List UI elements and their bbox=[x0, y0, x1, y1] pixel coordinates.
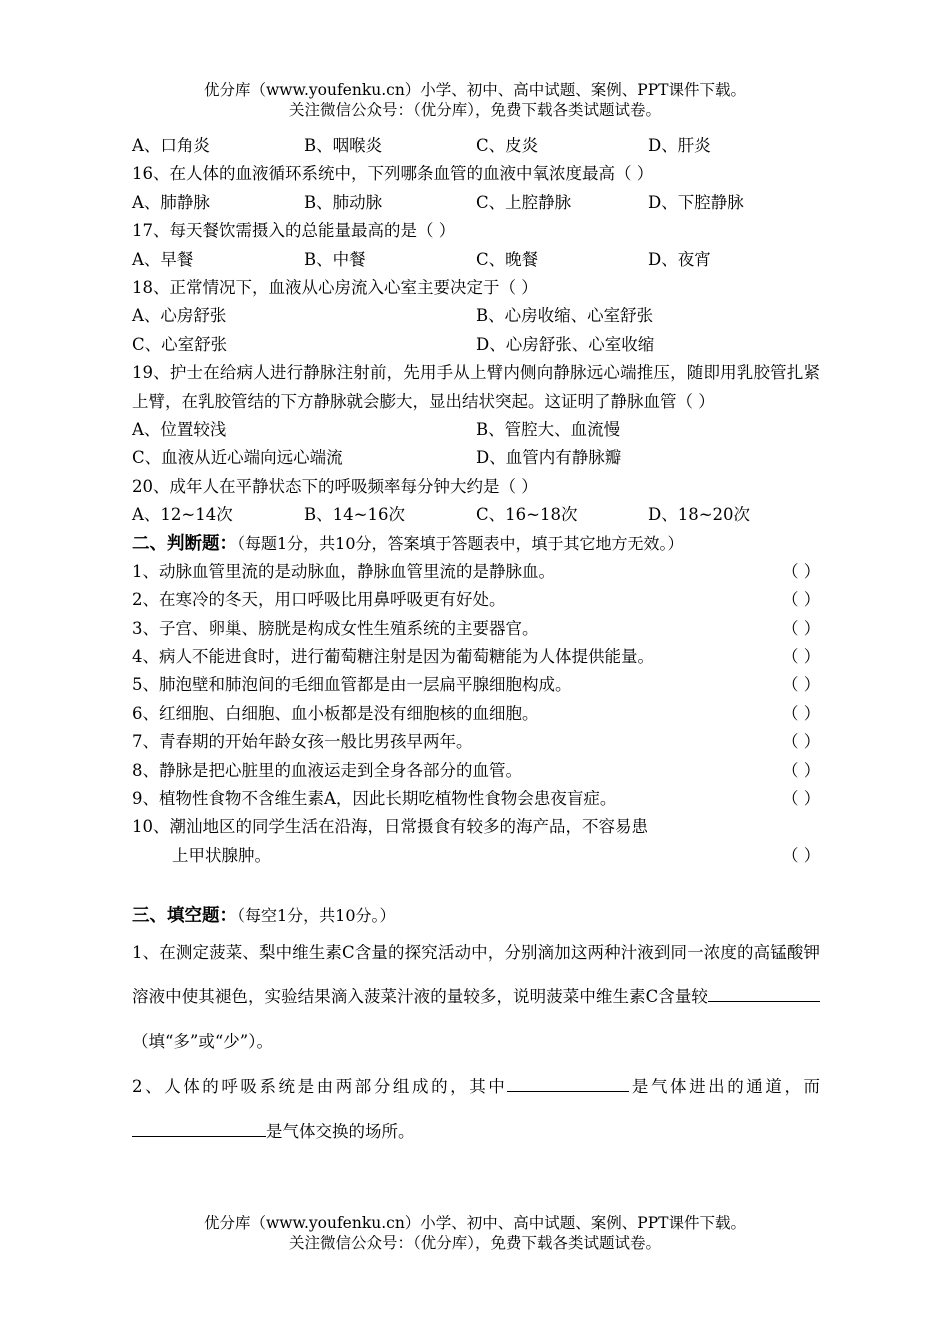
judge-item-3 bbox=[132, 615, 820, 643]
judge-text: 9、植物性食物不含维生素A，因此长期吃植物性食物会患夜盲症。 bbox=[132, 789, 617, 809]
fill-blank-1[interactable] bbox=[708, 983, 820, 1002]
section-2-note: （每题1分，共10分，答案填于答题表中，填于其它地方无效。） bbox=[237, 533, 684, 553]
judge-text: 1、动脉血管里流的是动脉血，静脉血管里流的是静脉血。 bbox=[132, 561, 555, 581]
fill-blank-3[interactable] bbox=[132, 1118, 266, 1137]
judge-text: 5、肺泡壁和肺泡间的毛细血管都是由一层扁平腺细胞构成。 bbox=[132, 675, 572, 695]
q19-options-row1 bbox=[132, 416, 820, 444]
option-c: C、上腔静脉 bbox=[476, 192, 572, 212]
answer-paren: （ ） bbox=[782, 647, 821, 667]
option-c: C、晚餐 bbox=[476, 249, 539, 269]
answer-paren: （ ） bbox=[782, 845, 821, 865]
answer-paren: （ ） bbox=[782, 618, 821, 638]
judge-item-7 bbox=[132, 728, 820, 756]
judge-item-6 bbox=[132, 700, 820, 728]
exam-content bbox=[132, 132, 820, 1155]
q19-options-row2 bbox=[132, 444, 820, 472]
judge-item-10-line2 bbox=[132, 842, 820, 870]
answer-paren: （ ） bbox=[782, 561, 821, 581]
judge-item-10-line1: 10、潮汕地区的同学生活在沿海，日常摄食有较多的海产品，不容易患 bbox=[132, 817, 648, 837]
section-3-heading bbox=[132, 902, 820, 930]
fill-q1-text: 1、在测定菠菜、梨中维生素C含量的探究活动中，分别滴加这两种汁液到同一浓度的高锰酸钾溶液中使其褪色，实验结果滴入菠菜汁液的量较多，说明菠菜中维生素C含量较 bbox=[132, 942, 820, 1007]
header-line-1: 优分库（www.youfenku.cn）小学、初中、高中试题、案例、PPT课件下载。 bbox=[203, 81, 747, 99]
q15-options bbox=[132, 132, 820, 160]
q19-stem: 19、护士在给病人进行静脉注射前，先用手从上臂内侧向静脉远心端推压，随即用乳胶管扎紧上臂，在乳胶管结的下方静脉就会膨大，显出结状突起。这证明了静脉血管（ ） bbox=[132, 363, 820, 411]
fill-q2-middle: 是气体进出的通道，而 bbox=[629, 1076, 821, 1096]
option-b: B、肺动脉 bbox=[304, 192, 383, 212]
option-b: B、心房收缩、心室舒张 bbox=[476, 306, 654, 326]
footer-line-2: 关注微信公众号：（优分库），免费下载各类试题试卷。 bbox=[288, 1234, 661, 1252]
fill-question-2 bbox=[132, 1065, 820, 1155]
fill-q1-tail: （填“多”或“少”）。 bbox=[132, 1032, 273, 1052]
option-c: C、心室舒张 bbox=[132, 334, 228, 354]
option-d: D、夜宵 bbox=[648, 249, 711, 269]
option-b: B、咽喉炎 bbox=[304, 136, 383, 155]
fill-question-1 bbox=[132, 931, 820, 1065]
judge-text: 4、病人不能进食时，进行葡萄糖注射是因为葡萄糖能为人体提供能量。 bbox=[132, 647, 654, 667]
judge-text: 上甲状腺肿。 bbox=[172, 845, 271, 865]
option-d: D、心房舒张、心室收缩 bbox=[476, 334, 655, 354]
judge-item-5 bbox=[132, 671, 820, 699]
option-a: A、口角炎 bbox=[132, 136, 210, 155]
judge-text: 3、子宫、卵巢、膀胱是构成女性生殖系统的主要器官。 bbox=[132, 618, 539, 638]
section-2-title: 二、判断题： bbox=[132, 533, 237, 554]
answer-paren: （ ） bbox=[782, 703, 821, 723]
answer-paren: （ ） bbox=[782, 789, 821, 809]
option-b: B、中餐 bbox=[304, 249, 366, 269]
fill-blank-2[interactable] bbox=[507, 1073, 629, 1092]
option-a: A、心房舒张 bbox=[132, 306, 227, 326]
page-footer bbox=[0, 1213, 950, 1253]
option-b: B、管腔大、血流慢 bbox=[476, 419, 621, 439]
q18-stem: 18、正常情况下，血液从心房流入心室主要决定于（ ） bbox=[132, 277, 538, 297]
judge-text: 6、红细胞、白细胞、血小板都是没有细胞核的血细胞。 bbox=[132, 703, 539, 723]
option-d: D、血管内有静脉瓣 bbox=[476, 448, 622, 468]
section-2-heading bbox=[132, 530, 820, 558]
fill-q2-tail: 是气体交换的场所。 bbox=[266, 1121, 415, 1141]
section-gap bbox=[132, 870, 820, 902]
footer-line-1: 优分库（www.youfenku.cn）小学、初中、高中试题、案例、PPT课件下载。 bbox=[203, 1214, 747, 1232]
q18-options-row1 bbox=[132, 302, 820, 330]
judge-item-2 bbox=[132, 586, 820, 614]
q17-options bbox=[132, 246, 820, 274]
answer-paren: （ ） bbox=[782, 590, 821, 610]
q20-options bbox=[132, 501, 820, 529]
option-d: D、18~20次 bbox=[648, 505, 751, 525]
section-3-title: 三、填空题： bbox=[132, 906, 237, 927]
judge-text: 2、在寒冷的冬天，用口呼吸比用鼻呼吸更有好处。 bbox=[132, 590, 506, 610]
q16-stem: 16、在人体的血液循环系统中，下列哪条血管的血液中氧浓度最高（ ） bbox=[132, 164, 654, 184]
option-a: A、12~14次 bbox=[132, 505, 233, 525]
q17-stem: 17、每天餐饮需摄入的总能量最高的是（ ） bbox=[132, 221, 456, 241]
fill-q2-text: 2、人体的呼吸系统是由两部分组成的，其中 bbox=[132, 1076, 508, 1096]
section-3-note: （每空1分，共10分。） bbox=[237, 906, 396, 926]
answer-paren: （ ） bbox=[782, 760, 821, 780]
page-header bbox=[0, 80, 950, 120]
judge-text: 8、静脉是把心脏里的血液运走到全身各部分的血管。 bbox=[132, 760, 522, 780]
option-c: C、血液从近心端向远心端流 bbox=[132, 448, 343, 468]
option-d: D、下腔静脉 bbox=[648, 192, 744, 212]
answer-paren: （ ） bbox=[782, 732, 821, 752]
q16-options bbox=[132, 189, 820, 217]
option-c: C、16~18次 bbox=[476, 505, 578, 525]
header-line-2: 关注微信公众号：（优分库），免费下载各类试题试卷。 bbox=[288, 101, 661, 119]
option-c: C、皮炎 bbox=[476, 136, 539, 155]
answer-paren: （ ） bbox=[782, 675, 821, 695]
option-a: A、肺静脉 bbox=[132, 192, 210, 212]
q20-stem: 20、成年人在平静状态下的呼吸频率每分钟大约是（ ） bbox=[132, 476, 538, 496]
judge-item-9 bbox=[132, 785, 820, 813]
judge-item-1 bbox=[132, 558, 820, 586]
option-d: D、肝炎 bbox=[648, 136, 711, 155]
q18-options-row2 bbox=[132, 331, 820, 359]
judge-item-8 bbox=[132, 757, 820, 785]
judge-text: 7、青春期的开始年龄女孩一般比男孩早两年。 bbox=[132, 732, 473, 752]
judge-item-4 bbox=[132, 643, 820, 671]
option-b: B、14~16次 bbox=[304, 505, 405, 525]
option-a: A、位置较浅 bbox=[132, 419, 227, 439]
option-a: A、早餐 bbox=[132, 249, 194, 269]
